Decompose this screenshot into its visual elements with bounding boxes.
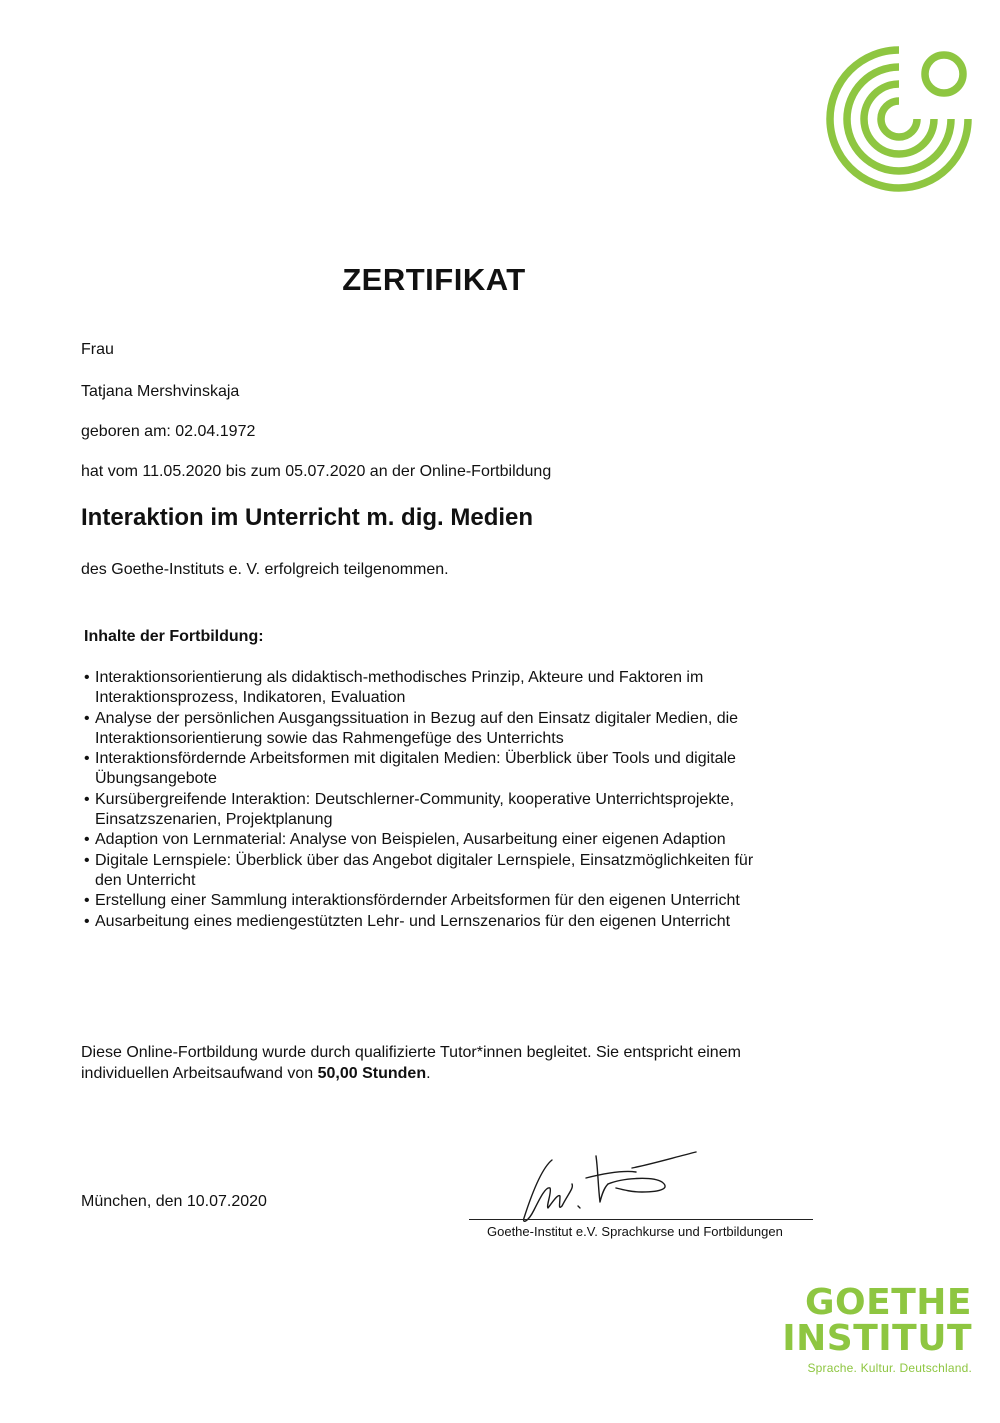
- signature-line: [469, 1219, 813, 1220]
- signature-caption: Goethe-Institut e.V. Sprachkurse und Fortbildungen: [487, 1224, 783, 1239]
- recipient-name: Tatjana Mershvinskaja: [81, 383, 240, 400]
- bullet: •: [84, 669, 90, 686]
- wordmark-tagline: Sprache. Kultur. Deutschland.: [807, 1361, 972, 1375]
- bullet: •: [84, 892, 90, 910]
- bullet: •: [84, 790, 90, 808]
- list-item: • Analyse der persönlichen Ausgangssituation in Bezug auf den Einsatz digitaler Medien, die Interaktionsorientierung sowie das Rahmengefüge des Unterrichts: [84, 709, 739, 747]
- wordmark-line-2: INSTITUT: [782, 1318, 972, 1359]
- workload-hours: 50,00 Stunden: [317, 1064, 427, 1082]
- course-title: Interaktion im Unterricht m. dig. Medien: [81, 504, 534, 531]
- wordmark-line-1: GOETHE: [804, 1282, 972, 1323]
- list-item: • Digitale Lernspiele: Überblick über das Angebot digitaler Lernspiele, Einsatzmöglichkeiten für den Unterricht: [84, 851, 754, 889]
- goethe-arcs-logo-icon: [826, 46, 972, 192]
- bullet: •: [84, 750, 90, 768]
- institute-line: des Goethe-Instituts e. V. erfolgreich teilgenommen.: [81, 561, 449, 578]
- bullet: •: [84, 912, 90, 930]
- goethe-institut-wordmark: [782, 1282, 972, 1375]
- list-item: • Erstellung einer Sammlung interaktionsfördernder Arbeitsformen für den eigenen Unterricht: [84, 891, 755, 911]
- list-item: • Interaktionsfördernde Arbeitsformen mit digitalen Medien: Überblick über Tools und digitale Übungsangebote: [84, 750, 736, 788]
- certificate-title: ZERTIFIKAT: [342, 262, 526, 297]
- list-item: • Interaktionsorientierung als didaktisch-methodisches Prinzip, Akteure und Faktoren im Interaktionsprozess, Indikatoren, Evaluation: [84, 669, 704, 707]
- place-date: München, den 10.07.2020: [81, 1193, 267, 1210]
- course-period: hat vom 11.05.2020 bis zum 05.07.2020 an der Online-Fortbildung: [81, 463, 552, 480]
- birth-date: geboren am: 02.04.1972: [81, 423, 256, 440]
- bullet: •: [84, 851, 90, 869]
- workload-statement: Diese Online-Fortbildung wurde durch qualifizierte Tutor*innen begleitet. Sie entspricht einem individuellen Arbeitsaufwand von 50,00 Stunden.: [81, 1044, 741, 1082]
- list-item: • Ausarbeitung eines mediengestützten Lehr- und Lernszenarios für den eigenen Unterricht: [84, 912, 755, 932]
- bullet: •: [84, 831, 90, 849]
- list-item: • Adaption von Lernmaterial: Analyse von Beispielen, Ausarbeitung einer eigenen Adaption: [84, 830, 755, 850]
- salutation: Frau: [81, 341, 114, 358]
- list-item: • Kursübergreifende Interaktion: Deutschlerner-Community, kooperative Unterrichtsprojekte, Einsatzszenarien, Projektplanung: [84, 790, 735, 829]
- signature: [512, 1148, 702, 1226]
- contents-heading: Inhalte der Fortbildung:: [84, 628, 264, 645]
- bullet: •: [84, 709, 90, 727]
- contents-list: [84, 668, 755, 932]
